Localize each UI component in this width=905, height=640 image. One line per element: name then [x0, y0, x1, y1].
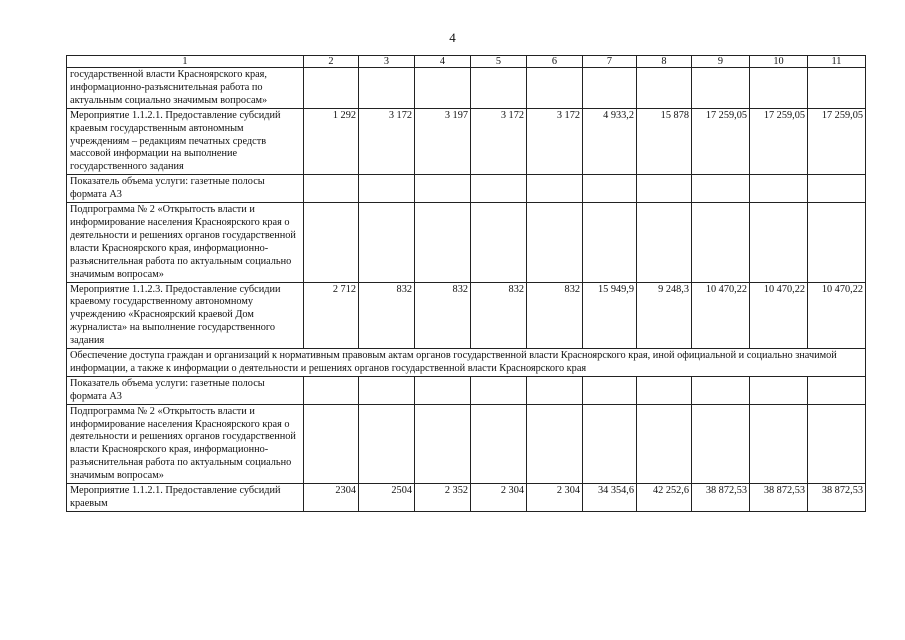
- value-cell: 38 872,53: [692, 484, 750, 512]
- value-cell: [583, 68, 637, 109]
- value-cell: [471, 203, 527, 282]
- value-cell: [808, 68, 866, 109]
- column-header: 2: [304, 56, 359, 68]
- page-number: 4: [449, 30, 456, 45]
- value-cell: 34 354,6: [583, 484, 637, 512]
- column-header: 11: [808, 56, 866, 68]
- value-cell: 2 712: [304, 282, 359, 349]
- value-cell: 3 172: [527, 108, 583, 175]
- value-cell: 832: [527, 282, 583, 349]
- column-header: 8: [637, 56, 692, 68]
- value-cell: 1 292: [304, 108, 359, 175]
- value-cell: [583, 376, 637, 404]
- row-description: государственной власти Красноярского края, информационно-разъяснительная работа по актуальным социально значимым вопросам»: [67, 68, 304, 109]
- value-cell: 42 252,6: [637, 484, 692, 512]
- column-header: 3: [359, 56, 415, 68]
- value-cell: [415, 203, 471, 282]
- table-row: [67, 175, 866, 203]
- budget-table: [66, 55, 866, 512]
- value-cell: [359, 203, 415, 282]
- value-cell: [637, 203, 692, 282]
- value-cell: 15 949,9: [583, 282, 637, 349]
- value-cell: 17 259,05: [808, 108, 866, 175]
- table-row: [67, 68, 866, 109]
- column-header: 6: [527, 56, 583, 68]
- value-cell: [583, 203, 637, 282]
- row-description: Показатель объема услуги: газетные полосы формата А3: [67, 376, 304, 404]
- value-cell: [750, 376, 808, 404]
- value-cell: 10 470,22: [692, 282, 750, 349]
- value-cell: 832: [359, 282, 415, 349]
- value-cell: [471, 376, 527, 404]
- value-cell: [692, 203, 750, 282]
- value-cell: 2 352: [415, 484, 471, 512]
- row-description: Подпрограмма № 2 «Открытость власти и информирование населения Красноярского края о деятельности и решениях органов государственной власти Красноярского края, информационно-разъяснительная работа по актуальным социально значимым вопросам»: [67, 404, 304, 483]
- value-cell: [583, 404, 637, 483]
- value-cell: [359, 376, 415, 404]
- row-description: Показатель объема услуги: газетные полосы формата А3: [67, 175, 304, 203]
- section-text: Обеспечение доступа граждан и организаций к нормативным правовым актам органов государственной власти Красноярского края, иной официальной и социально значимой информации, а также к информации о деятельности и решениях органов государственной власти Красноярского края: [67, 349, 866, 377]
- value-cell: [359, 175, 415, 203]
- value-cell: [637, 376, 692, 404]
- value-cell: 3 197: [415, 108, 471, 175]
- value-cell: 832: [471, 282, 527, 349]
- value-cell: [750, 203, 808, 282]
- header-row: [67, 56, 866, 68]
- value-cell: [471, 404, 527, 483]
- value-cell: [415, 404, 471, 483]
- value-cell: 3 172: [471, 108, 527, 175]
- value-cell: [415, 68, 471, 109]
- value-cell: [750, 68, 808, 109]
- value-cell: [808, 203, 866, 282]
- value-cell: [527, 203, 583, 282]
- value-cell: 2304: [304, 484, 359, 512]
- table-row: [67, 484, 866, 512]
- value-cell: [471, 68, 527, 109]
- value-cell: [304, 68, 359, 109]
- value-cell: [637, 68, 692, 109]
- value-cell: 2504: [359, 484, 415, 512]
- column-header: 1: [67, 56, 304, 68]
- table-row: [67, 203, 866, 282]
- value-cell: [808, 404, 866, 483]
- value-cell: [808, 376, 866, 404]
- column-header: 4: [415, 56, 471, 68]
- value-cell: [527, 68, 583, 109]
- value-cell: 17 259,05: [692, 108, 750, 175]
- value-cell: [637, 404, 692, 483]
- value-cell: [750, 404, 808, 483]
- value-cell: [692, 404, 750, 483]
- table-row: [67, 282, 866, 349]
- value-cell: 10 470,22: [750, 282, 808, 349]
- value-cell: 9 248,3: [637, 282, 692, 349]
- value-cell: [304, 175, 359, 203]
- row-description: Подпрограмма № 2 «Открытость власти и информирование населения Красноярского края о деятельности и решениях органов государственной власти Красноярского края, информационно-разъяснительная работа по актуальным социально значимым вопросам»: [67, 203, 304, 282]
- value-cell: [527, 404, 583, 483]
- value-cell: [359, 68, 415, 109]
- value-cell: [471, 175, 527, 203]
- column-header: 9: [692, 56, 750, 68]
- value-cell: [692, 68, 750, 109]
- value-cell: 10 470,22: [808, 282, 866, 349]
- value-cell: 3 172: [359, 108, 415, 175]
- value-cell: 38 872,53: [808, 484, 866, 512]
- value-cell: [808, 175, 866, 203]
- value-cell: [692, 376, 750, 404]
- value-cell: [750, 175, 808, 203]
- value-cell: [304, 376, 359, 404]
- value-cell: 17 259,05: [750, 108, 808, 175]
- value-cell: [304, 404, 359, 483]
- row-description: Мероприятие 1.1.2.1. Предоставление субсидий краевым государственным автономным учреждениям – редакциям печатных средств массовой информации на выполнение государственного задания: [67, 108, 304, 175]
- value-cell: 38 872,53: [750, 484, 808, 512]
- value-cell: [415, 175, 471, 203]
- value-cell: [304, 203, 359, 282]
- value-cell: [527, 175, 583, 203]
- row-description: Мероприятие 1.1.2.1. Предоставление субсидий краевым: [67, 484, 304, 512]
- value-cell: [359, 404, 415, 483]
- value-cell: [527, 376, 583, 404]
- row-description: Мероприятие 1.1.2.3. Предоставление субсидии краевому государственному автономному учреждению «Красноярский краевой Дом журналиста» на выполнение государственного задания: [67, 282, 304, 349]
- table-row: [67, 376, 866, 404]
- table-row: [67, 108, 866, 175]
- value-cell: [637, 175, 692, 203]
- column-header: 10: [750, 56, 808, 68]
- value-cell: 832: [415, 282, 471, 349]
- table-row: [67, 404, 866, 483]
- value-cell: 4 933,2: [583, 108, 637, 175]
- value-cell: [415, 376, 471, 404]
- value-cell: [692, 175, 750, 203]
- column-header: 5: [471, 56, 527, 68]
- value-cell: 2 304: [471, 484, 527, 512]
- section-row: [67, 349, 866, 377]
- value-cell: 15 878: [637, 108, 692, 175]
- value-cell: [583, 175, 637, 203]
- column-header: 7: [583, 56, 637, 68]
- value-cell: 2 304: [527, 484, 583, 512]
